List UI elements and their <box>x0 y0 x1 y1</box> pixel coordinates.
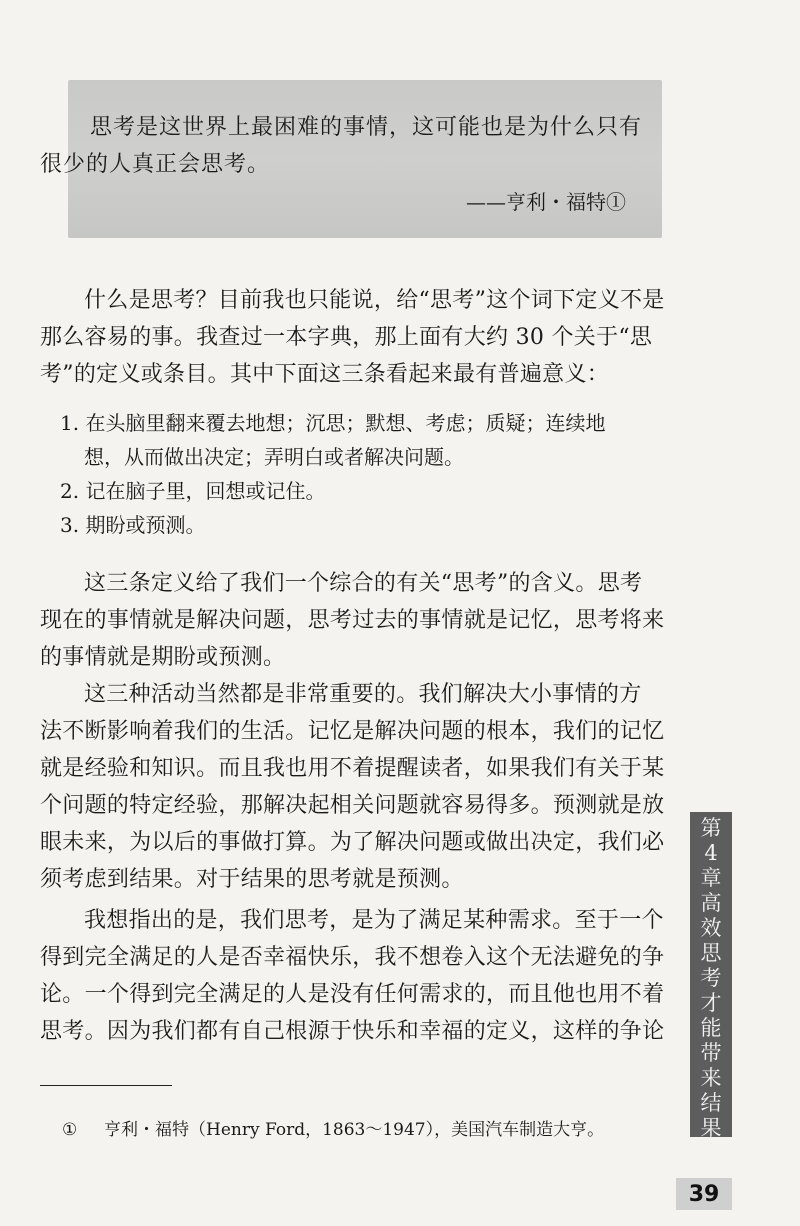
text-line: 思考。因为我们都有自己根源于快乐和幸福的定义，这样的争论 <box>40 1019 665 1044</box>
footnote-marker: ① <box>62 1120 78 1140</box>
side-tab-char: 4 <box>704 841 718 865</box>
footnote <box>62 1115 604 1140</box>
text-line: 眼未来，为以后的事做打算。为了解决问题或做出决定，我们必 <box>40 830 665 855</box>
text-line: 这三种活动当然都是非常重要的。我们解决大小事情的方 <box>84 682 642 707</box>
text-line: 须考虑到结果。对于结果的思考就是预测。 <box>40 867 464 892</box>
text-line: 这三条定义给了我们一个综合的有关“思考”的含义。思考 <box>84 571 643 596</box>
text-line: 就是经验和知识。而且我也用不着提醒读者，如果我们有关于某 <box>40 756 665 781</box>
text-line: 考”的定义或条目。其中下面这三条看起来最有普遍意义： <box>40 362 610 387</box>
paragraph-1 <box>40 282 665 393</box>
definition-item-1-line-1: 1. 在头脑里翻来覆去地想；沉思；默想、考虑；质疑；连续地 <box>60 411 606 435</box>
definition-item-2: 2. 记在脑子里，回想或记住。 <box>60 479 326 503</box>
quote-attribution: ——亨利・福特① <box>466 190 626 214</box>
text-line: 的事情就是期盼或预测。 <box>40 645 286 670</box>
side-tab-char: 高 <box>700 891 722 915</box>
side-tab-char: 思 <box>700 941 722 965</box>
side-tab-char: 能 <box>700 1016 722 1040</box>
side-tab-char: 效 <box>700 916 722 940</box>
paragraph-3 <box>40 676 665 898</box>
footnote-divider <box>40 1085 172 1086</box>
quote-line-2: 很少的人真正会思考。 <box>40 152 271 177</box>
paragraph-2 <box>40 565 665 676</box>
side-tab-char: 果 <box>700 1116 722 1140</box>
definition-item-1-line-2: 想，从而做出决定；弄明白或者解决问题。 <box>84 445 464 469</box>
text-line: 我想指出的是，我们思考，是为了满足某种需求。至于一个 <box>84 908 664 933</box>
side-tab-char: 考 <box>700 966 722 990</box>
side-tab-char: 来 <box>700 1066 722 1090</box>
page-number: 39 <box>676 1178 732 1210</box>
side-tab-char: 才 <box>700 991 722 1015</box>
text-line: 论。一个得到完全满足的人是没有任何需求的，而且他也用不着 <box>40 982 665 1007</box>
side-tab-char: 第 <box>700 816 722 840</box>
quote-line-1: 思考是这世界上最困难的事情，这可能也是为什么只有 <box>90 115 643 140</box>
text-line: 现在的事情就是解决问题，思考过去的事情就是记忆，思考将来 <box>40 608 665 633</box>
text-line: 个问题的特定经验，那解决起相关问题就容易得多。预测就是放 <box>40 793 665 818</box>
footnote-text: 亨利・福特（Henry Ford，1863～1947），美国汽车制造大亨。 <box>104 1120 605 1140</box>
side-tab-char: 章 <box>700 866 722 890</box>
text-line: 得到完全满足的人是否幸福快乐，我不想卷入这个无法避免的争 <box>40 945 665 970</box>
chapter-side-tab <box>690 812 732 1140</box>
definition-item-3: 3. 期盼或预测。 <box>60 513 206 537</box>
definitions-list <box>60 406 605 542</box>
side-tab-char: 带 <box>700 1041 722 1065</box>
text-line: 法不断影响着我们的生活。记忆是解决问题的根本，我们的记忆 <box>40 719 665 744</box>
paragraph-4 <box>40 902 665 1050</box>
side-tab-char: 结 <box>700 1091 722 1115</box>
text-line: 什么是思考？目前我也只能说，给“思考”这个词下定义不是 <box>84 288 665 313</box>
text-line: 那么容易的事。我查过一本字典，那上面有大约 30 个关于“思 <box>40 325 653 350</box>
